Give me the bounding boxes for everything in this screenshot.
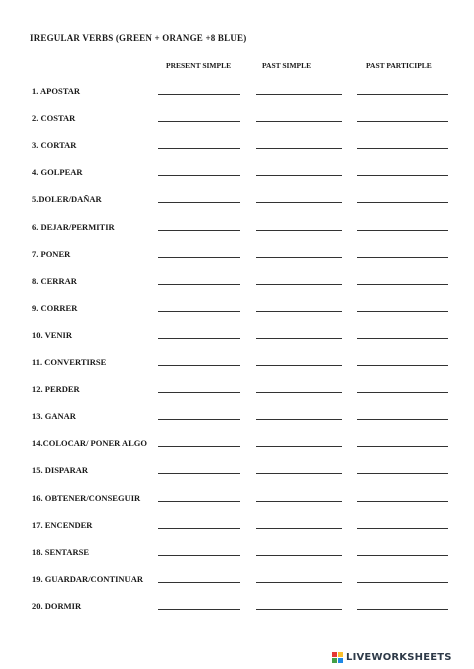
answer-blank-past-participle[interactable] xyxy=(357,230,448,231)
verb-label: 10. VENIR xyxy=(32,329,72,340)
table-row xyxy=(0,411,474,425)
answer-blank-present-simple[interactable] xyxy=(158,338,240,339)
table-row xyxy=(0,113,474,127)
answer-blank-present-simple[interactable] xyxy=(158,311,240,312)
answer-blank-past-participle[interactable] xyxy=(357,121,448,122)
answer-blank-past-simple[interactable] xyxy=(256,419,342,420)
answer-blank-past-participle[interactable] xyxy=(357,419,448,420)
table-row xyxy=(0,574,474,588)
worksheet-title: IREGULAR VERBS (GREEN + ORANGE +8 BLUE) xyxy=(30,33,247,43)
verb-label: 20. DORMIR xyxy=(32,600,82,611)
verb-label: 12. PERDER xyxy=(32,384,80,395)
column-header-past-participle: PAST PARTICIPLE xyxy=(366,61,432,70)
verb-label: 18. SENTARSE xyxy=(32,546,89,557)
answer-blank-past-participle[interactable] xyxy=(357,175,448,176)
table-row xyxy=(0,167,474,181)
table-row xyxy=(0,601,474,615)
table-row xyxy=(0,249,474,263)
verb-label: 16. OBTENER/CONSEGUIR xyxy=(32,492,141,503)
table-row xyxy=(0,493,474,507)
verb-label: 2. COSTAR xyxy=(32,113,76,124)
liveworksheets-logo xyxy=(332,650,452,664)
answer-blank-past-simple[interactable] xyxy=(256,392,342,393)
answer-blank-past-participle[interactable] xyxy=(357,338,448,339)
answer-blank-present-simple[interactable] xyxy=(158,392,240,393)
answer-blank-past-participle[interactable] xyxy=(357,392,448,393)
answer-blank-past-participle[interactable] xyxy=(357,582,448,583)
table-row xyxy=(0,357,474,371)
table-row xyxy=(0,547,474,561)
answer-blank-past-participle[interactable] xyxy=(357,528,448,529)
verb-label: 5.DOLER/DAÑAR xyxy=(32,194,102,205)
answer-blank-present-simple[interactable] xyxy=(158,94,240,95)
answer-blank-past-participle[interactable] xyxy=(357,311,448,312)
answer-blank-past-participle[interactable] xyxy=(357,473,448,474)
verb-label: 1. APOSTAR xyxy=(32,86,81,96)
answer-blank-past-participle[interactable] xyxy=(357,501,448,502)
answer-blank-past-participle[interactable] xyxy=(357,555,448,556)
answer-blank-present-simple[interactable] xyxy=(158,230,240,231)
table-row xyxy=(0,140,474,154)
answer-blank-past-simple[interactable] xyxy=(256,230,342,231)
verb-label: 19. GUARDAR/CONTINUAR xyxy=(32,573,143,584)
answer-blank-past-simple[interactable] xyxy=(256,175,342,176)
answer-blank-past-simple[interactable] xyxy=(256,582,342,583)
answer-blank-past-simple[interactable] xyxy=(256,501,342,502)
table-row xyxy=(0,465,474,479)
answer-blank-past-participle[interactable] xyxy=(357,202,448,203)
answer-blank-past-simple[interactable] xyxy=(256,609,342,610)
answer-blank-past-simple[interactable] xyxy=(256,473,342,474)
answer-blank-present-simple[interactable] xyxy=(158,284,240,285)
table-row xyxy=(0,438,474,452)
column-header-present-simple: PRESENT SIMPLE xyxy=(166,61,232,70)
answer-blank-present-simple[interactable] xyxy=(158,148,240,149)
verb-label: 14.COLOCAR/ PONER ALGO xyxy=(32,438,147,449)
answer-blank-present-simple[interactable] xyxy=(158,582,240,583)
verb-label: 17. ENCENDER xyxy=(32,519,93,530)
verb-label: 7. PONER xyxy=(32,248,71,259)
answer-blank-present-simple[interactable] xyxy=(158,365,240,366)
answer-blank-past-participle[interactable] xyxy=(357,257,448,258)
verb-label: 9. CORRER xyxy=(32,302,78,313)
answer-blank-past-participle[interactable] xyxy=(357,94,448,95)
answer-blank-past-participle[interactable] xyxy=(357,365,448,366)
answer-blank-past-participle[interactable] xyxy=(357,446,448,447)
table-row xyxy=(0,86,474,100)
answer-blank-past-simple[interactable] xyxy=(256,94,342,95)
answer-blank-present-simple[interactable] xyxy=(158,501,240,502)
table-row xyxy=(0,330,474,344)
answer-blank-present-simple[interactable] xyxy=(158,609,240,610)
answer-blank-present-simple[interactable] xyxy=(158,419,240,420)
answer-blank-past-simple[interactable] xyxy=(256,148,342,149)
table-row xyxy=(0,520,474,534)
answer-blank-past-simple[interactable] xyxy=(256,311,342,312)
answer-blank-present-simple[interactable] xyxy=(158,121,240,122)
verb-label: 6. DEJAR/PERMITIR xyxy=(32,221,115,232)
verb-label: 8. CERRAR xyxy=(32,275,77,286)
answer-blank-present-simple[interactable] xyxy=(158,175,240,176)
verb-label: 4. GOLPEAR xyxy=(32,167,83,178)
answer-blank-past-simple[interactable] xyxy=(256,338,342,339)
answer-blank-past-simple[interactable] xyxy=(256,284,342,285)
verb-label: 13. GANAR xyxy=(32,411,76,422)
answer-blank-present-simple[interactable] xyxy=(158,202,240,203)
answer-blank-present-simple[interactable] xyxy=(158,555,240,556)
answer-blank-present-simple[interactable] xyxy=(158,473,240,474)
table-row xyxy=(0,222,474,236)
verb-label: 15. DISPARAR xyxy=(32,465,89,476)
table-row xyxy=(0,384,474,398)
answer-blank-present-simple[interactable] xyxy=(158,446,240,447)
table-row xyxy=(0,276,474,290)
answer-blank-past-simple[interactable] xyxy=(256,528,342,529)
answer-blank-past-simple[interactable] xyxy=(256,202,342,203)
answer-blank-present-simple[interactable] xyxy=(158,257,240,258)
answer-blank-past-participle[interactable] xyxy=(357,284,448,285)
column-header-past-simple: PAST SIMPLE xyxy=(262,61,312,70)
liveworksheets-logo-text: LIVEWORKSHEETS xyxy=(346,651,452,663)
answer-blank-past-simple[interactable] xyxy=(256,257,342,258)
answer-blank-past-simple[interactable] xyxy=(256,121,342,122)
answer-blank-past-simple[interactable] xyxy=(256,365,342,366)
liveworksheets-logo-icon xyxy=(332,652,343,663)
answer-blank-past-simple[interactable] xyxy=(256,446,342,447)
answer-blank-past-participle[interactable] xyxy=(357,609,448,610)
verb-label: 3. CORTAR xyxy=(32,140,77,151)
answer-blank-past-participle[interactable] xyxy=(357,148,448,149)
table-row xyxy=(0,194,474,208)
table-row xyxy=(0,303,474,317)
answer-blank-present-simple[interactable] xyxy=(158,528,240,529)
answer-blank-past-simple[interactable] xyxy=(256,555,342,556)
verb-label: 11. CONVERTIRSE xyxy=(32,357,107,367)
